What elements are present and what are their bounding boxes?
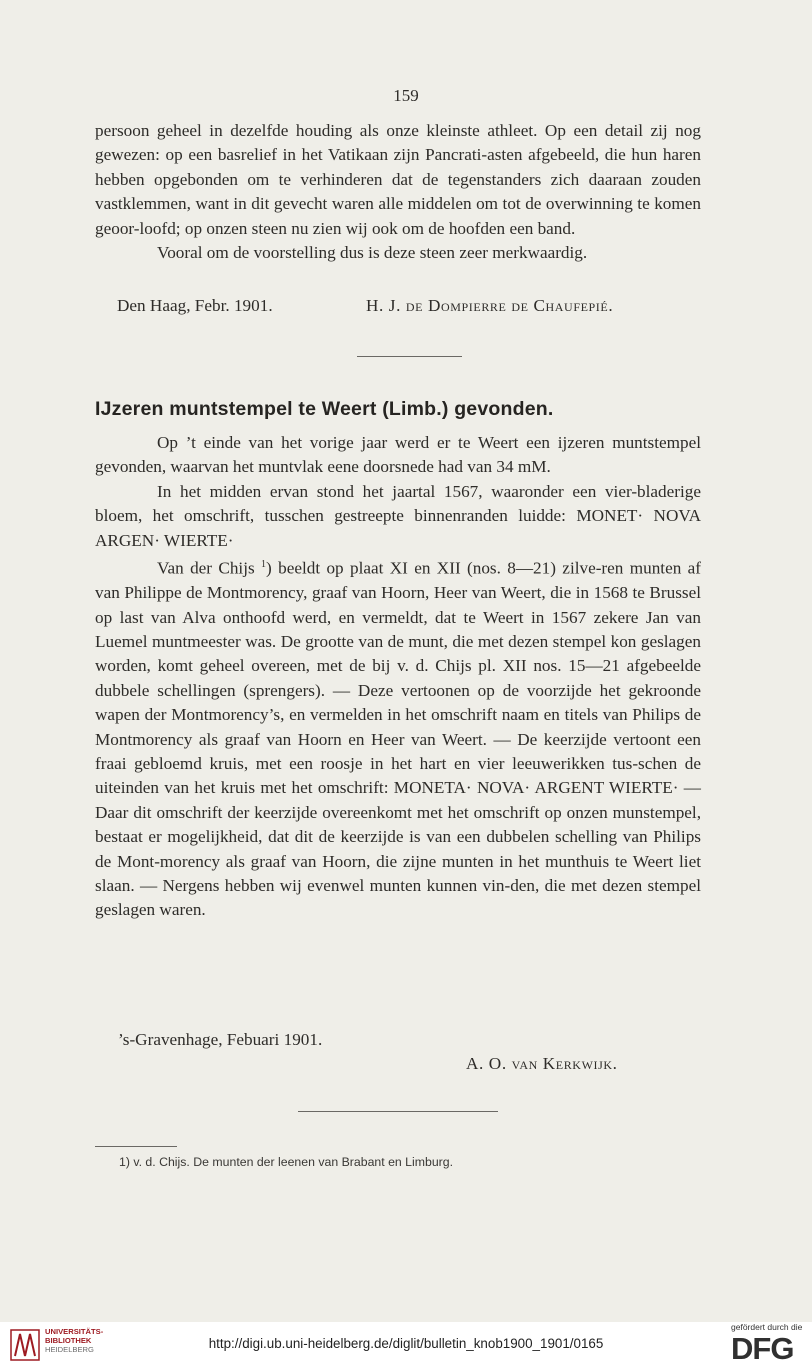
footnote-divider — [95, 1146, 177, 1147]
dfg-logo[interactable]: DFG — [731, 1331, 794, 1366]
article-paragraph-2: In het midden ervan stond het jaartal 1567, waaronder een vier-bladerige bloem, het omschrift, tusschen gestreepte binnenranden luidde: MONET· NOVA ARGEN· WIERTE· — [95, 481, 701, 550]
signature-place-date: Den Haag, Febr. 1901. — [117, 296, 273, 315]
closing-author: A. O. van Kerkwijk. — [466, 1054, 618, 1073]
footnote: 1) v. d. Chijs. De munten der leenen van Brabant en Limburg. — [119, 1155, 454, 1169]
section-divider — [357, 356, 462, 357]
intro-paragraph-2: Vooral om de voorstelling dus is deze steen zeer merkwaardig. — [157, 243, 588, 263]
closing-place-date: ’s-Gravenhage, Febuari 1901. — [118, 1030, 323, 1049]
library-name-line-1: UNIVERSITÄTS- — [45, 1327, 104, 1336]
end-divider — [298, 1111, 498, 1112]
signature-line — [117, 294, 717, 318]
article-title: IJzeren muntstempel te Weert (Limb.) gevonden. — [95, 398, 554, 420]
library-name-line-2: BIBLIOTHEK — [45, 1335, 92, 1345]
article-paragraph-3 — [95, 553, 701, 923]
funding-note: gefördert durch die — [731, 1322, 803, 1332]
article-paragraph-1: Op ’t einde van het vorige jaar werd er te Weert een ijzeren muntstempel gevonden, waarvan het muntvlak eene doorsnede had van 34 mM. — [95, 433, 701, 477]
page-number: 159 — [393, 86, 419, 105]
signature-author: H. J. de Dompierre de Chaufepié. — [366, 296, 614, 315]
article-paragraph-3-start: Van der Chijs — [157, 558, 262, 578]
intro-text — [95, 119, 701, 265]
intro-paragraph-1: persoon geheel in dezelfde houding als onze kleinste athleet. Op een detail zij nog gewezen: op een basrelief in het Vatikaan zijn Pancrati-asten afgebeeld, die hun haren hebben opgebonden om te verhinderen dat de tegenstanders zich daaraan zouden vastklemmen, want in dit gevecht waren alle middelen om tot de overwinning te komen geoor-loofd; op onzen steen nu zien wij ook om de hoofden een band. — [95, 121, 701, 238]
permalink-url[interactable]: http://digi.ub.uni-heidelberg.de/diglit/bulletin_knob1900_1901/0165 — [208, 1336, 604, 1351]
article-paragraph-3-rest: ) beeldt op plaat XI en XII (nos. 8—21) zilve-ren munten af van Philippe de Montmorency, graaf van Hoorn, Heer van Weert, die in 1568 te Brussel op last van Alva onthoofd werd, en vermeldt, dat te Weert in 1567 zekere Jan van Luemel muntmeester was. De grootte van de munt, die met dezen stempel kon geslagen worden, komt geheel overeen, met de bij v. d. Chijs pl. XII nos. 15—21 afgebeelde dubbele schellingen (sprengers). — Deze vertoonen op de voorzijde het gekroonde wapen der Montmorency’s, en vermelden in het omschrift naam en titels van Philips de Montmorency als graaf van Hoorn en Heer van Weert. — De keerzijde vertoont een fraai gebloemd kruis, met een roosje in het hart en vier leeuwerikken tus-schen de uiteinden van het kruis met het omschrift: MONETA· NOVA· ARGENT WIERTE· — Daar dit omschrift der keerzijde overeenkomt met het omschrift op onzen munstempel, bestaat er mogelijkheid, dat dit de keerzijde is van een dubbelen schelling van Philips de Mont-morency als graaf van Hoorn, die zijne munten in het munthuis te Weert liet slaan. — Nergens hebben wij evenwel munten kunnen vin-den, die met dezen stempel geslagen waren. — [95, 558, 701, 920]
footnote-reference[interactable]: 1 — [261, 559, 267, 571]
article-body — [95, 431, 701, 923]
library-name-line-3: HEIDELBERG — [45, 1344, 94, 1354]
